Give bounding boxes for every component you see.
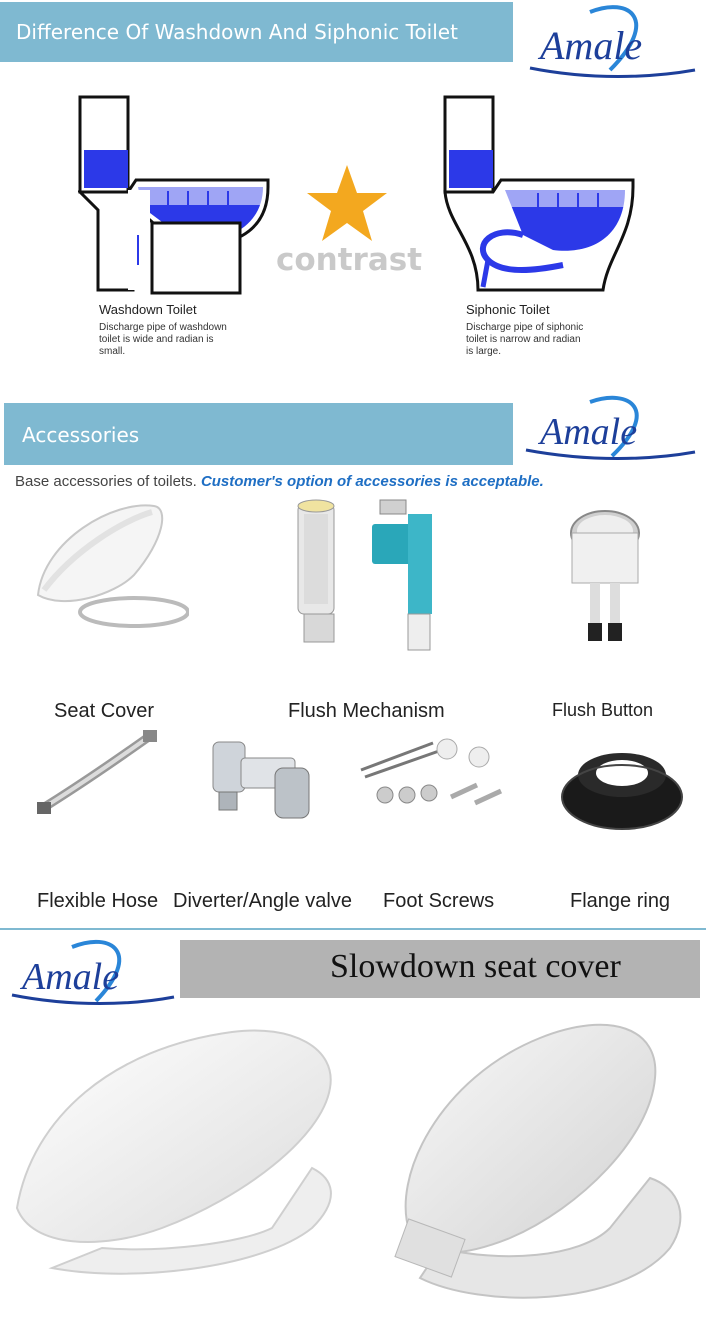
slowdown-seat-cover-image-2 <box>380 1018 690 1313</box>
seat-cover-image <box>34 500 189 630</box>
amale-logo-3 <box>8 935 178 1015</box>
label-flush-button: Flush Button <box>552 700 654 720</box>
label-flexible-hose: Flexible Hose <box>37 890 159 912</box>
flush-mechanism-image <box>290 494 450 654</box>
washdown-desc-line3: small. <box>99 346 126 357</box>
washdown-desc-line2: toilet is wide and radian is <box>99 334 214 345</box>
star-icon <box>305 163 389 243</box>
contrast-label: contrast <box>276 242 423 278</box>
section2-banner <box>4 403 513 465</box>
section-divider <box>0 928 706 930</box>
foot-screws-image <box>355 735 515 815</box>
flexible-hose-image <box>35 728 160 818</box>
intro-plain: Base accessories of toilets. <box>15 473 197 490</box>
amale-logo-2 <box>520 392 700 472</box>
intro-highlight: Customer's option of accessories is acceptable. <box>200 473 544 490</box>
siphonic-desc-line1: Discharge pipe of siphonic <box>466 322 584 333</box>
siphonic-toilet-diagram <box>443 95 643 295</box>
washdown-title: Washdown Toilet <box>99 302 197 317</box>
amale-logo <box>520 0 700 90</box>
diverter-valve-image <box>205 728 315 828</box>
washdown-toilet-diagram <box>78 95 278 295</box>
label-seat-cover: Seat Cover <box>54 700 155 722</box>
section3-title: Slowdown seat cover <box>330 948 621 985</box>
label-flush-mechanism: Flush Mechanism <box>288 700 445 722</box>
siphonic-desc-line2: toilet is narrow and radian <box>466 334 581 345</box>
siphonic-desc-line3: is large. <box>466 346 502 357</box>
slowdown-seat-cover-image-1 <box>12 1028 357 1283</box>
accessories-intro <box>15 473 544 490</box>
label-foot-screws: Foot Screws <box>383 890 495 912</box>
section3-banner <box>180 940 700 998</box>
section2-title: Accessories <box>22 423 140 447</box>
label-flange-ring: Flange ring <box>570 890 671 912</box>
logo-text: Amale <box>22 956 120 998</box>
siphonic-title: Siphonic Toilet <box>466 302 550 317</box>
section1-title: Difference Of Washdown And Siphonic Toilet <box>16 20 458 44</box>
section1-banner <box>0 2 513 62</box>
flush-button-image <box>560 505 650 645</box>
logo-text: Amale <box>540 23 643 68</box>
label-diverter-valve: Diverter/Angle valve <box>173 890 352 912</box>
logo-text: Amale <box>540 411 638 453</box>
washdown-desc-line1: Discharge pipe of washdown <box>99 322 227 333</box>
flange-ring-image <box>557 735 687 835</box>
